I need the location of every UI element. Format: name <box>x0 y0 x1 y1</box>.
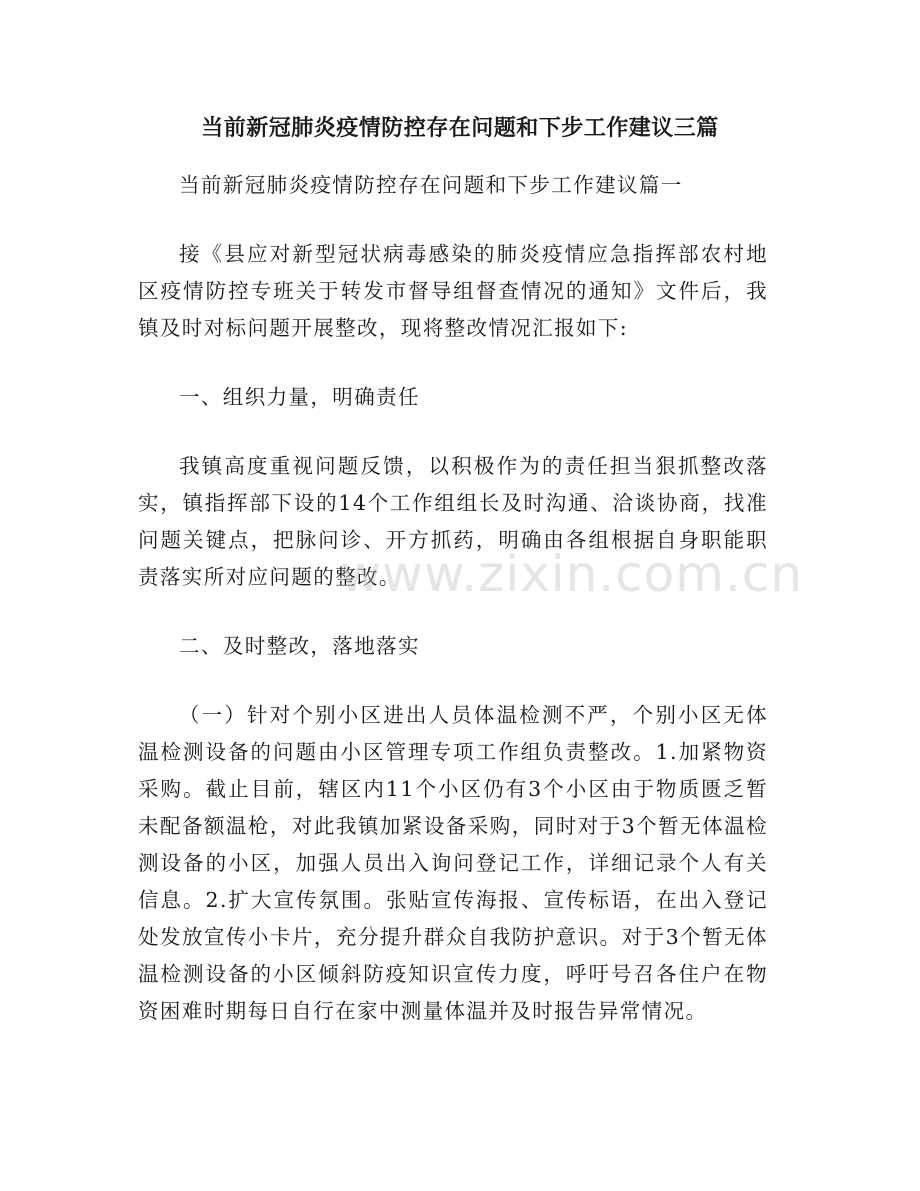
watermark: www.zixin.com.cn <box>340 545 804 603</box>
intro-paragraph: 接《县应对新型冠状病毒感染的肺炎疫情应急指挥部农村地区疫情防控专班关于转发市督导组督查情况的通知》文件后，我镇及时对标问题开展整改，现将整改情况汇报如下: <box>138 242 768 340</box>
section-heading-1: 一、组织力量，明确责任 <box>179 385 420 409</box>
document-body <box>138 167 768 1062</box>
paragraph-organization: 我镇高度重视问题反馈，以积极作为的责任担当狠抓整改落实，镇指挥部下设的14个工作组组长及时沟通、洽谈协商，找准问题关键点，把脉问诊、开方抓药，明确由各组根据自身职能职责落实所对应问题的整改。 <box>138 454 768 589</box>
section-heading: 当前新冠肺炎疫情防控存在问题和下步工作建议篇一 <box>179 173 683 197</box>
section-heading-2: 二、及时整改，落地落实 <box>179 634 420 658</box>
paragraph-rectification: （一）针对个别小区进出人员体温检测不严，个别小区无体温检测设备的问题由小区管理专项工作组负责整改。1.加紧物资采购。截止目前，辖区内11个小区仍有3个小区由于物质匮乏暂未配备额温枪，对此我镇加紧设备采购，同时对于3个暂无体温检测设备的小区，加强人员出入询问登记工作，详细记录个人有关信息。2.扩大宣传氛围。张贴宣传海报、宣传标语，在出入登记处发放宣传小卡片，充分提升群众自我防护意识。对于3个暂无体温检测设备的小区倾斜防疫知识宣传力度，呼吁号召各住户在物资困难时期每日自行在家中测量体温并及时报告异常情况。 <box>138 703 768 1023</box>
document-title: 当前新冠肺炎疫情防控存在问题和下步工作建议三篇 <box>201 115 719 141</box>
